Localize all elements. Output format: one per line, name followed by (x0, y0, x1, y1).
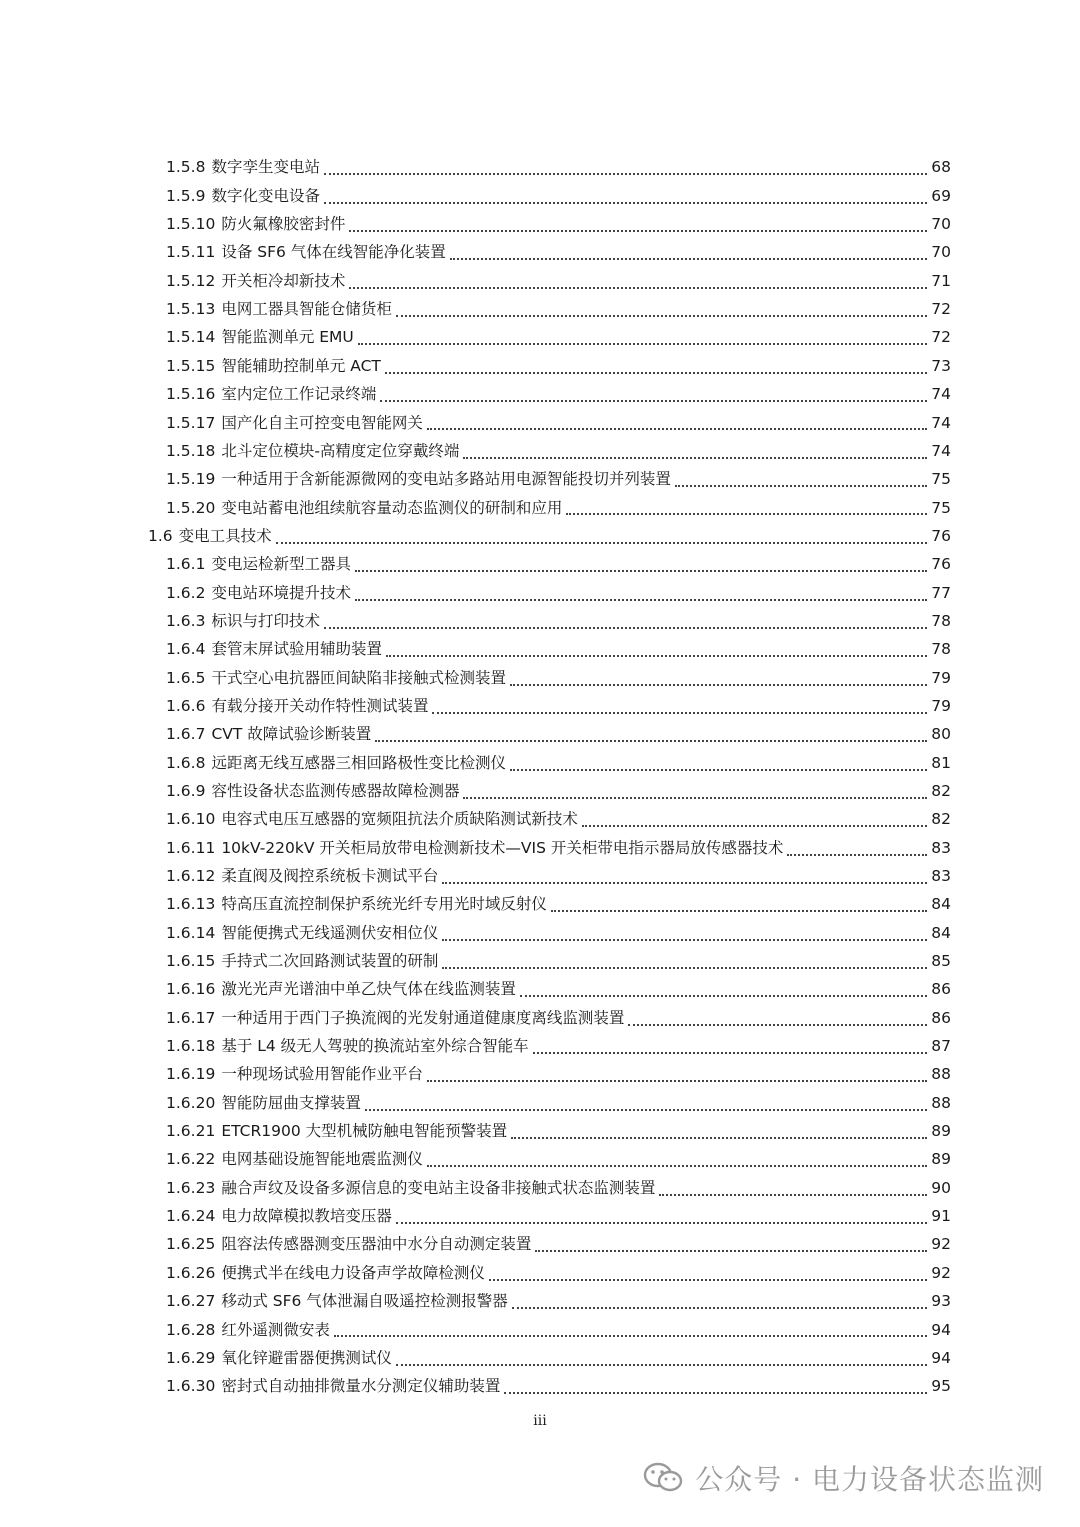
toc-entry-page: 80 (931, 725, 951, 744)
toc-entry-title: 套管末屏试验用辅助装置 (211, 640, 382, 659)
toc-entry[interactable] (0, 551, 951, 579)
toc-entry-number: 1.6.30 (166, 1377, 216, 1396)
toc-entry-number: 1.6.26 (166, 1263, 216, 1282)
toc-entry-page: 73 (931, 356, 951, 375)
toc-entry-number: 1.6.21 (166, 1122, 216, 1141)
toc-dot-leader (396, 1222, 927, 1224)
toc-dot-leader (628, 1024, 927, 1026)
toc-entry[interactable] (0, 154, 951, 182)
toc-entry-number: 1.5.14 (166, 328, 216, 347)
toc-dot-leader (427, 1165, 927, 1167)
page-number: iii (533, 1413, 547, 1429)
toc-entry-title: 有载分接开关动作特性测试装置 (211, 696, 429, 715)
toc-entry-number: 1.6.28 (166, 1320, 216, 1339)
toc-entry-number: 1.6.20 (166, 1093, 216, 1112)
toc-entry[interactable] (0, 1288, 951, 1316)
toc-dot-leader (324, 173, 927, 175)
toc-entry-page: 79 (931, 696, 951, 715)
toc-dot-leader (380, 400, 927, 402)
toc-dot-leader (334, 1335, 927, 1337)
toc-dot-leader (432, 712, 927, 714)
toc-entry-title: 数字化变电设备 (211, 186, 320, 205)
toc-entry-page: 88 (931, 1093, 951, 1112)
toc-entry-title: 设备 SF6 气体在线智能净化装置 (221, 243, 446, 262)
toc-entry[interactable] (0, 1146, 951, 1174)
toc-entry-page: 74 (931, 413, 951, 432)
toc-entry-title: 智能监测单元 EMU (221, 328, 354, 347)
toc-entry[interactable] (0, 267, 951, 295)
toc-dot-leader (582, 825, 927, 827)
toc-entry-number: 1.6.14 (166, 923, 216, 942)
toc-entry-title: 激光光声光谱油中单乙炔气体在线监测装置 (221, 980, 516, 999)
toc-dot-leader (450, 258, 927, 260)
toc-dot-leader (396, 315, 927, 317)
toc-entry[interactable] (0, 1344, 951, 1372)
toc-entry-page: 70 (931, 215, 951, 234)
toc-entry[interactable] (0, 494, 951, 522)
toc-entry-number: 1.6.19 (166, 1065, 216, 1084)
toc-entry-page: 90 (931, 1178, 951, 1197)
toc-entry[interactable] (0, 834, 951, 862)
toc-entry[interactable] (0, 976, 951, 1004)
toc-entry-page: 74 (931, 441, 951, 460)
toc-entry-number: 1.6.23 (166, 1178, 216, 1197)
toc-entry[interactable] (0, 806, 951, 834)
toc-dot-leader (463, 457, 927, 459)
toc-entry-page: 84 (931, 895, 951, 914)
toc-entry-page: 69 (931, 186, 951, 205)
toc-dot-leader (510, 769, 927, 771)
toc-entry-title: 智能防屈曲支撑装置 (221, 1093, 361, 1112)
toc-entry-page: 81 (931, 753, 951, 772)
toc-dot-leader (511, 1137, 927, 1139)
toc-entry-number: 1.6.8 (166, 753, 206, 772)
toc-entry-number: 1.6.1 (166, 555, 206, 574)
toc-entry-number: 1.6.3 (166, 611, 206, 630)
toc-entry-title: 移动式 SF6 气体泄漏自吸遥控检测报警器 (221, 1292, 508, 1311)
toc-dot-leader (787, 854, 927, 856)
toc-entry-number: 1.5.13 (166, 300, 216, 319)
toc-entry-title: 变电工具技术 (178, 526, 272, 545)
toc-entry-title: 一种现场试验用智能作业平台 (221, 1065, 423, 1084)
toc-entry[interactable] (0, 352, 951, 380)
toc-entry-page: 70 (931, 243, 951, 262)
toc-entry-number: 1.5.8 (166, 158, 206, 177)
toc-entry-page: 94 (931, 1348, 951, 1367)
toc-dot-leader (349, 287, 927, 289)
toc-dot-leader (276, 542, 928, 544)
toc-entry-number: 1.5.12 (166, 271, 216, 290)
toc-entry-title: 阻容法传感器测变压器油中水分自动测定装置 (221, 1235, 532, 1254)
toc-entry-page: 76 (931, 526, 951, 545)
toc-entry-number: 1.5.16 (166, 385, 216, 404)
toc-dot-leader (535, 1250, 927, 1252)
toc-entry[interactable] (0, 1259, 951, 1287)
toc-entry[interactable] (0, 948, 951, 976)
toc-entry-page: 86 (931, 980, 951, 999)
toc-entry[interactable] (0, 778, 951, 806)
toc-entry-page: 71 (931, 271, 951, 290)
toc-entry[interactable] (0, 1316, 951, 1344)
toc-dot-leader (324, 627, 927, 629)
toc-entry[interactable] (0, 1033, 951, 1061)
toc-entry-title: 室内定位工作记录终端 (221, 385, 377, 404)
toc-entry-number: 1.5.20 (166, 498, 216, 517)
toc-entry-title: 氧化锌避雷器便携测试仪 (221, 1348, 392, 1367)
toc-entry[interactable] (0, 466, 951, 494)
toc-dot-leader (365, 1109, 927, 1111)
toc-entry-title: 数字孪生变电站 (211, 158, 320, 177)
toc-entry-page: 74 (931, 385, 951, 404)
toc-dot-leader (385, 372, 927, 374)
toc-entry-number: 1.5.17 (166, 413, 216, 432)
toc-dot-leader (489, 1279, 927, 1281)
toc-entry-title: 密封式自动抽排微量水分测定仪辅助装置 (221, 1377, 501, 1396)
toc-entry-number: 1.6.22 (166, 1150, 216, 1169)
table-of-contents (0, 154, 1080, 1401)
toc-dot-leader (324, 202, 927, 204)
toc-dot-leader (386, 655, 927, 657)
toc-entry-title: 变电运检新型工器具 (211, 555, 351, 574)
toc-entry-page: 89 (931, 1122, 951, 1141)
toc-entry[interactable] (0, 182, 951, 210)
toc-dot-leader (510, 684, 927, 686)
toc-entry-number: 1.6.10 (166, 810, 216, 829)
toc-entry-page: 72 (931, 300, 951, 319)
toc-entry-number: 1.6.13 (166, 895, 216, 914)
toc-entry-number: 1.6.6 (166, 696, 206, 715)
toc-entry-page: 72 (931, 328, 951, 347)
toc-entry-page: 85 (931, 952, 951, 971)
watermark (643, 1458, 1044, 1498)
toc-entry-title: 10kV-220kV 开关柜局放带电检测新技术—VIS 开关柜带电指示器局放传感器技术 (221, 838, 784, 857)
toc-entry-title: 电网工器具智能仓储货柜 (221, 300, 392, 319)
toc-entry[interactable] (0, 296, 951, 324)
toc-dot-leader (442, 939, 927, 941)
toc-entry-page: 95 (931, 1377, 951, 1396)
toc-entry-page: 78 (931, 611, 951, 630)
toc-entry[interactable] (0, 1061, 951, 1089)
toc-entry-page: 94 (931, 1320, 951, 1339)
toc-entry[interactable] (0, 749, 951, 777)
toc-dot-leader (551, 910, 927, 912)
toc-entry-page: 83 (931, 867, 951, 886)
toc-entry-number: 1.5.15 (166, 356, 216, 375)
toc-entry-page: 68 (931, 158, 951, 177)
toc-dot-leader (520, 995, 927, 997)
toc-entry[interactable] (0, 608, 951, 636)
toc-entry[interactable] (0, 664, 951, 692)
toc-entry-page: 92 (931, 1263, 951, 1282)
toc-entry-title: 变电站环境提升技术 (211, 583, 351, 602)
toc-entry-title: 手持式二次回路测试装置的研制 (221, 952, 439, 971)
toc-entry-title: 干式空心电抗器匝间缺陷非接触式检测装置 (211, 668, 506, 687)
toc-entry-number: 1.6.27 (166, 1292, 216, 1311)
toc-entry-title: 标识与打印技术 (211, 611, 320, 630)
toc-entry-title: 一种适用于含新能源微网的变电站多路站用电源智能投切并列装置 (221, 470, 671, 489)
toc-entry-page: 82 (931, 810, 951, 829)
toc-dot-leader (442, 967, 927, 969)
toc-entry[interactable] (0, 437, 951, 465)
toc-entry[interactable] (0, 211, 951, 239)
toc-entry-number: 1.5.19 (166, 470, 216, 489)
toc-entry-page: 78 (931, 640, 951, 659)
toc-entry-number: 1.6 (148, 526, 173, 545)
toc-entry[interactable] (0, 1373, 951, 1401)
toc-entry-title: 防火氟橡胶密封件 (221, 215, 346, 234)
toc-entry-page: 86 (931, 1008, 951, 1027)
toc-dot-leader (358, 343, 928, 345)
toc-dot-leader (427, 1080, 927, 1082)
toc-entry-page: 92 (931, 1235, 951, 1254)
toc-dot-leader (349, 230, 927, 232)
toc-entry-page: 79 (931, 668, 951, 687)
watermark-text: 公众号 · 电力设备状态监测 (695, 1463, 1044, 1496)
toc-dot-leader (659, 1194, 927, 1196)
toc-entry-title: 柔直阀及阀控系统板卡测试平台 (221, 867, 439, 886)
toc-entry[interactable] (0, 721, 951, 749)
toc-entry-number: 1.6.17 (166, 1008, 216, 1027)
toc-entry[interactable] (0, 381, 951, 409)
toc-entry-title: 开关柜冷却新技术 (221, 271, 346, 290)
toc-entry-page: 88 (931, 1065, 951, 1084)
toc-entry-number: 1.6.16 (166, 980, 216, 999)
toc-entry-number: 1.5.18 (166, 441, 216, 460)
toc-entry[interactable] (0, 693, 951, 721)
toc-dot-leader (427, 428, 927, 430)
toc-entry-title: 电力故障模拟教培变压器 (221, 1207, 392, 1226)
toc-entry-number: 1.6.9 (166, 781, 206, 800)
toc-entry-page: 76 (931, 555, 951, 574)
toc-entry-number: 1.6.18 (166, 1037, 216, 1056)
toc-entry-page: 87 (931, 1037, 951, 1056)
toc-entry-title: 国产化自主可控变电智能网关 (221, 413, 423, 432)
toc-entry-title: ETCR1900 大型机械防触电智能预警装置 (221, 1122, 508, 1141)
toc-entry-title: 远距离无线互感器三相回路极性变比检测仪 (211, 753, 506, 772)
toc-entry[interactable] (0, 1231, 951, 1259)
toc-entry[interactable] (0, 579, 951, 607)
toc-entry-page: 84 (931, 923, 951, 942)
toc-entry[interactable] (0, 239, 951, 267)
toc-entry[interactable] (0, 636, 951, 664)
toc-entry[interactable] (0, 1203, 951, 1231)
toc-dot-leader (504, 1392, 927, 1394)
toc-dot-leader (355, 570, 927, 572)
toc-entry-title: 北斗定位模块-高精度定位穿戴终端 (221, 441, 460, 460)
toc-entry-page: 75 (931, 498, 951, 517)
toc-dot-leader (442, 882, 927, 884)
toc-dot-leader (396, 1364, 927, 1366)
toc-entry[interactable] (0, 409, 951, 437)
toc-entry[interactable] (0, 324, 951, 352)
toc-entry[interactable] (0, 1004, 951, 1032)
toc-entry-number: 1.6.25 (166, 1235, 216, 1254)
toc-entry-page: 77 (931, 583, 951, 602)
toc-entry-number: 1.5.9 (166, 186, 206, 205)
toc-entry-page: 83 (931, 838, 951, 857)
toc-entry[interactable] (0, 919, 951, 947)
toc-entry-number: 1.6.11 (166, 838, 216, 857)
toc-entry-number: 1.6.12 (166, 867, 216, 886)
toc-entry-title: 红外遥测微安表 (221, 1320, 330, 1339)
toc-entry-title: 容性设备状态监测传感器故障检测器 (211, 781, 460, 800)
toc-entry-page: 75 (931, 470, 951, 489)
toc-dot-leader (463, 797, 927, 799)
toc-entry[interactable] (0, 1174, 951, 1202)
toc-dot-leader (512, 1307, 927, 1309)
toc-entry-page: 93 (931, 1292, 951, 1311)
toc-dot-leader (566, 513, 927, 515)
toc-dot-leader (355, 599, 927, 601)
toc-entry-title: 电容式电压互感器的宽频阻抗法介质缺陷测试新技术 (221, 810, 578, 829)
toc-entry-title: CVT 故障试验诊断装置 (211, 725, 372, 744)
toc-entry-number: 1.6.29 (166, 1348, 216, 1367)
toc-entry-title: 基于 L4 级无人驾驶的换流站室外综合智能车 (221, 1037, 529, 1056)
toc-entry-number: 1.6.15 (166, 952, 216, 971)
wechat-icon (643, 1461, 685, 1495)
toc-entry-number: 1.5.10 (166, 215, 216, 234)
toc-dot-leader (375, 740, 927, 742)
toc-entry-number: 1.6.2 (166, 583, 206, 602)
toc-entry[interactable] (0, 1089, 951, 1117)
toc-entry-number: 1.6.7 (166, 725, 206, 744)
toc-entry-title: 一种适用于西门子换流阀的光发射通道健康度离线监测装置 (221, 1008, 625, 1027)
toc-entry-title: 电网基础设施智能地震监测仪 (221, 1150, 423, 1169)
toc-entry-title: 融合声纹及设备多源信息的变电站主设备非接触式状态监测装置 (221, 1178, 656, 1197)
toc-entry-title: 特高压直流控制保护系统光纤专用光时域反射仪 (221, 895, 547, 914)
toc-entry-number: 1.6.4 (166, 640, 206, 659)
toc-entry-number: 1.6.24 (166, 1207, 216, 1226)
toc-entry[interactable] (0, 891, 951, 919)
toc-dot-leader (675, 485, 927, 487)
toc-entry-page: 89 (931, 1150, 951, 1169)
toc-entry[interactable] (0, 863, 951, 891)
toc-entry-title: 便携式半在线电力设备声学故障检测仪 (221, 1263, 485, 1282)
toc-entry-number: 1.5.11 (166, 243, 216, 262)
toc-entry[interactable] (0, 1118, 951, 1146)
toc-dot-leader (533, 1052, 928, 1054)
toc-entry-page: 82 (931, 781, 951, 800)
toc-entry-page: 91 (931, 1207, 951, 1226)
toc-entry-title: 变电站蓄电池组续航容量动态监测仪的研制和应用 (221, 498, 563, 517)
toc-entry-title: 智能辅助控制单元 ACT (221, 356, 381, 375)
toc-entry-title: 智能便携式无线遥测伏安相位仪 (221, 923, 439, 942)
toc-entry[interactable] (0, 522, 951, 550)
toc-entry-number: 1.6.5 (166, 668, 206, 687)
